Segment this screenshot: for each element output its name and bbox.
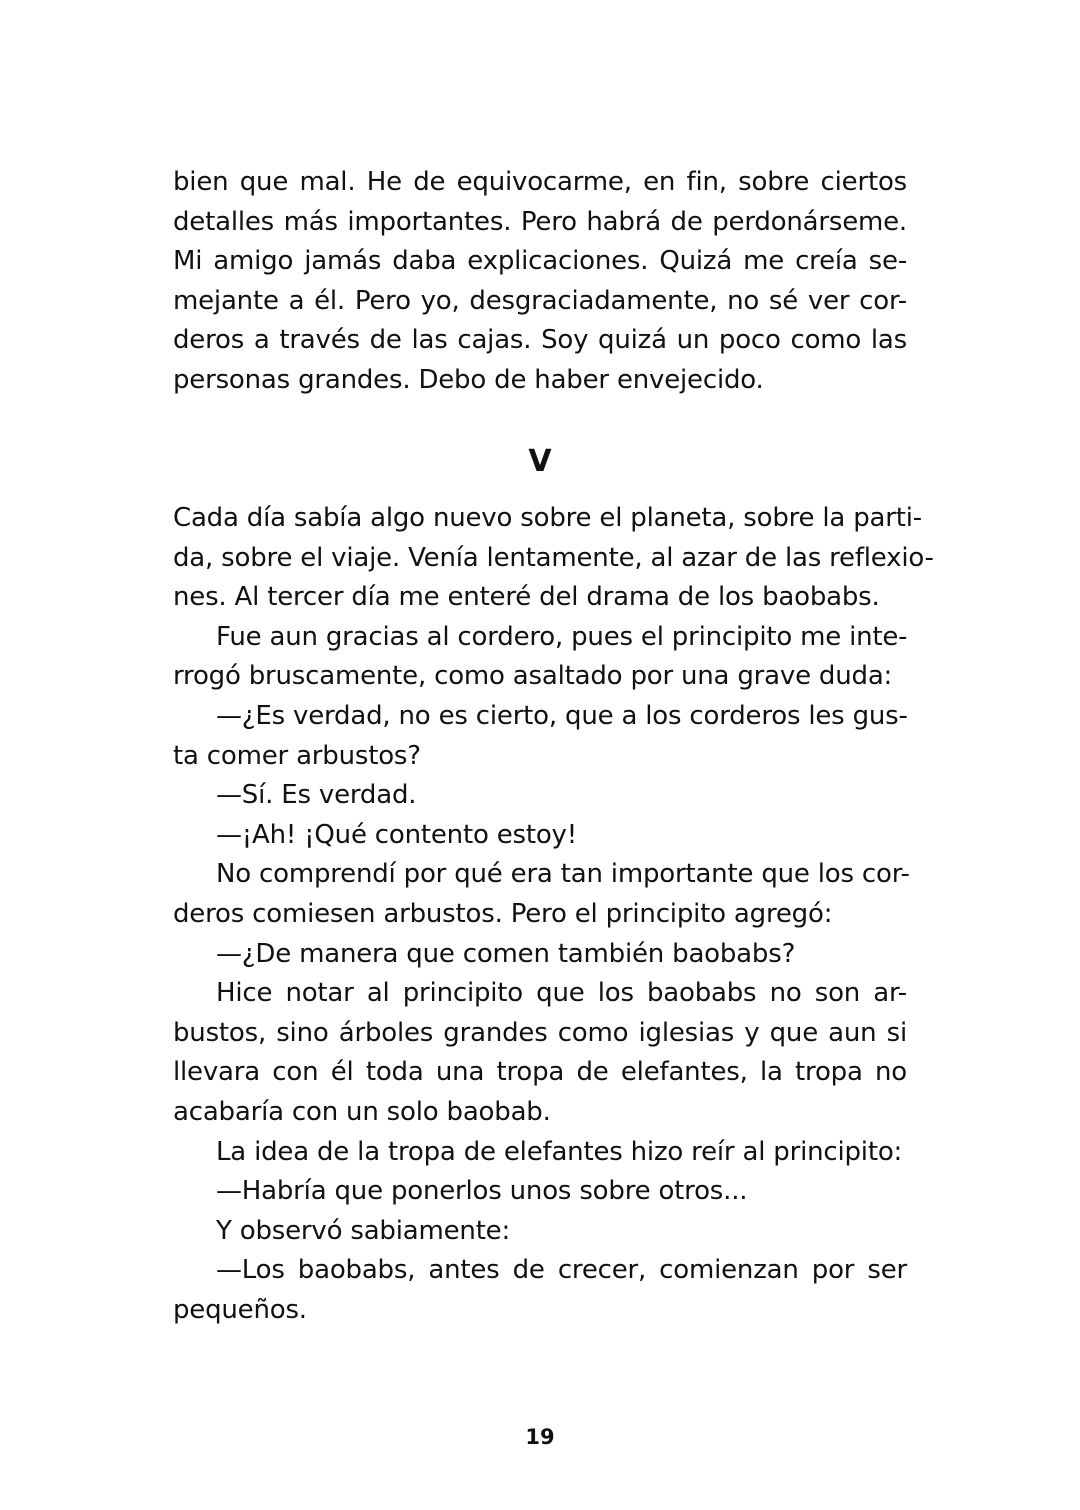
text-line: personas grandes. Debo de haber envejecido. xyxy=(173,364,764,395)
text-line: Y observó sabiamente: xyxy=(216,1215,511,1246)
text-line: da, sobre el viaje. Venía lentamente, al azar de las reflexio- xyxy=(173,542,934,573)
chapter-body xyxy=(173,499,934,1330)
text-line: La idea de la tropa de elefantes hizo reír al principito: xyxy=(216,1136,903,1167)
text-line: deros comiesen arbustos. Pero el principito agregó: xyxy=(173,898,833,929)
text-line: nes. Al tercer día me enteré del drama de los baobabs. xyxy=(173,582,880,613)
text-line: acabaría con un solo baobab. xyxy=(173,1096,551,1127)
text-line: Mi amigo jamás daba explicaciones. Quizá me creía se- xyxy=(173,246,907,277)
text-line: deros a través de las cajas. Soy quizá un poco como las xyxy=(173,325,907,356)
text-line: llevara con él toda una tropa de elefantes, la tropa no xyxy=(173,1057,907,1088)
text-line: —Los baobabs, antes de crecer, comienzan por ser xyxy=(216,1255,907,1286)
text-line: bien que mal. He de equivocarme, en fin, sobre ciertos xyxy=(173,167,907,197)
text-line: bustos, sino árboles grandes como iglesias y que aun si xyxy=(173,1017,907,1048)
text-line: —¡Ah! ¡Qué contento estoy! xyxy=(216,819,577,850)
text-line: —¿Es verdad, no es cierto, que a los corderos les gus- xyxy=(216,700,908,731)
text-line: rrogó bruscamente, como asaltado por una grave duda: xyxy=(173,661,893,692)
text-line: No comprendí por qué era tan importante que los cor- xyxy=(216,859,910,890)
text-line: Fue aun gracias al cordero, pues el principito me inte- xyxy=(216,621,908,652)
text-line: detalles más importantes. Pero habrá de perdonárseme. xyxy=(173,206,907,237)
chapter-heading: V xyxy=(528,444,552,479)
text-line: pequeños. xyxy=(173,1294,307,1325)
page-number: 19 xyxy=(525,1425,555,1449)
text-line: —Habría que ponerlos unos sobre otros... xyxy=(216,1176,748,1207)
text-line: mejante a él. Pero yo, desgraciadamente, no sé ver cor- xyxy=(173,285,907,316)
text-line: —Sí. Es verdad. xyxy=(216,780,417,811)
text-line: ta comer arbustos? xyxy=(173,740,421,771)
paragraph-continuation xyxy=(173,163,907,401)
text-line: Hice notar al principito que los baobabs no son ar- xyxy=(216,978,907,1009)
text-line: Cada día sabía algo nuevo sobre el planeta, sobre la parti- xyxy=(173,503,922,533)
text-line: —¿De manera que comen también baobabs? xyxy=(216,938,796,969)
